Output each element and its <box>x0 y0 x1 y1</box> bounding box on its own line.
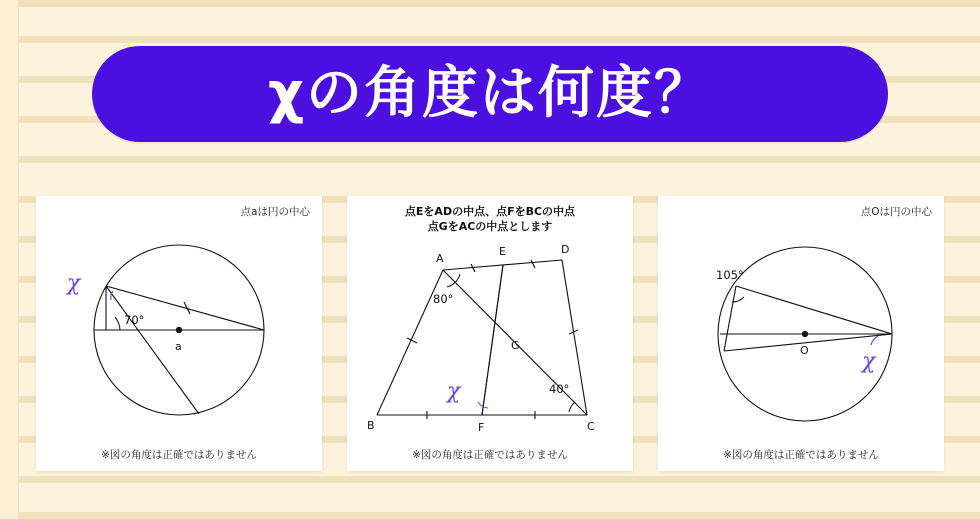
problem-card-1 <box>36 196 322 471</box>
vertex-label-G: G <box>511 339 520 352</box>
chord-1 <box>736 286 892 334</box>
vertex-label-B: B <box>367 419 375 432</box>
angle-arc-70 <box>115 317 120 330</box>
vertex-label-C: C <box>587 420 595 433</box>
card-3-figure <box>658 218 944 443</box>
title-banner <box>92 46 888 142</box>
card-2-disclaimer: ※図の角度は正確ではありません <box>412 449 568 461</box>
page-title: χの角度は何度？ <box>267 61 713 126</box>
x-angle-arc <box>871 336 878 345</box>
x-label: χ <box>862 349 876 374</box>
page-margin <box>0 0 19 519</box>
problem-card-3 <box>658 196 944 471</box>
x-label: χ <box>447 379 461 404</box>
angle-arc-40 <box>569 402 575 412</box>
x-label: χ <box>67 271 81 296</box>
center-label: a <box>175 340 182 353</box>
angle-label-80: 80° <box>433 292 454 306</box>
vertex-label-D: D <box>561 243 570 256</box>
problem-card-2 <box>347 196 633 471</box>
vertex-label-F: F <box>478 421 485 434</box>
vertex-label-E: E <box>499 245 506 258</box>
card-2-figure <box>347 230 633 443</box>
card-1-disclaimer: ※図の角度は正確ではありません <box>101 449 257 461</box>
card-1-figure <box>36 218 322 443</box>
card-3-note-top: 点Oは円の中心 <box>860 206 932 218</box>
angle-label-40: 40° <box>549 382 570 396</box>
center-label: O <box>800 344 809 357</box>
card-2-heading-line-1: 点EをADの中点、点FをBCの中点 <box>404 205 576 218</box>
card-3-disclaimer: ※図の角度は正確ではありません <box>723 449 879 461</box>
vertex-label-A: A <box>436 252 444 265</box>
tick-ED <box>531 260 535 268</box>
card-1-note-top: 点aは円の中心 <box>240 206 310 218</box>
angle-label-70: 70° <box>124 313 145 327</box>
segment-FE <box>482 265 503 415</box>
chord-2 <box>724 286 736 351</box>
card-2-heading-line-2: 点GをACの中点とします <box>427 220 553 233</box>
angle-label-105: 105° <box>716 268 744 282</box>
